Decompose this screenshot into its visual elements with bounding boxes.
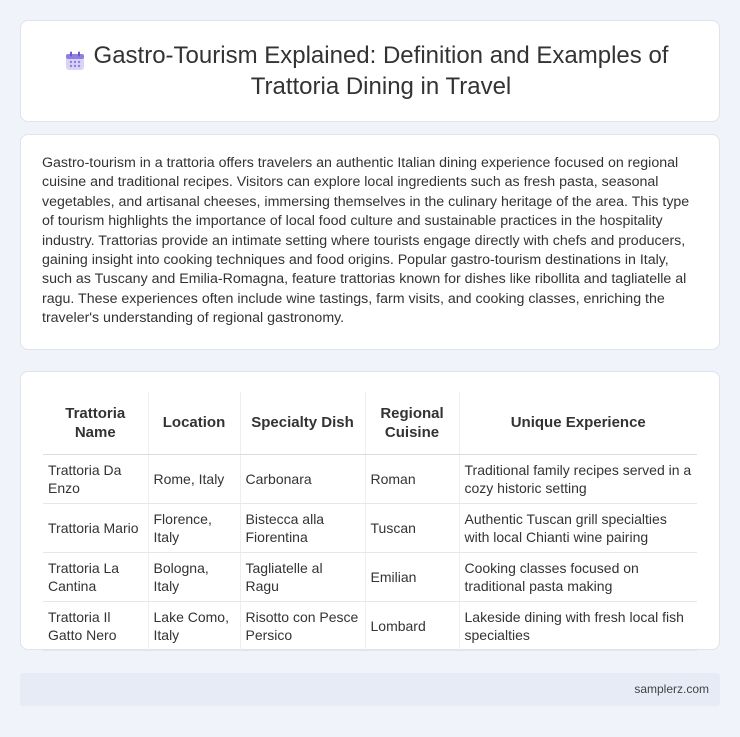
column-header-location: Location <box>148 392 240 454</box>
column-header-specialty: Specialty Dish <box>240 392 365 454</box>
cell-name: Trattoria Da Enzo <box>43 454 148 503</box>
column-header-name: Trattoria Name <box>43 392 148 454</box>
table-card <box>20 371 720 650</box>
table-row <box>43 454 697 503</box>
cell-location: Bologna, Italy <box>148 552 240 601</box>
table-row <box>43 601 697 650</box>
cell-experience: Authentic Tuscan grill specialties with local Chianti wine pairing <box>459 503 697 552</box>
cell-cuisine: Tuscan <box>365 503 459 552</box>
cell-experience: Traditional family recipes served in a cozy historic setting <box>459 454 697 503</box>
cell-location: Florence, Italy <box>148 503 240 552</box>
table-row <box>43 503 697 552</box>
intro-card <box>20 134 720 350</box>
cell-specialty: Tagliatelle al Ragu <box>240 552 365 601</box>
cell-experience: Lakeside dining with fresh local fish specialties <box>459 601 697 650</box>
table-header-row <box>43 392 697 454</box>
cell-location: Lake Como, Italy <box>148 601 240 650</box>
cell-name: Trattoria Il Gatto Nero <box>43 601 148 650</box>
cell-specialty: Bistecca alla Fiorentina <box>240 503 365 552</box>
title-card <box>20 20 720 122</box>
cell-name: Trattoria Mario <box>43 503 148 552</box>
intro-paragraph: Gastro-tourism in a trattoria offers travelers an authentic Italian dining experience focused on regional cuisine and traditional recipes. Visitors can explore local ingredients such as fresh pasta, seasonal vegetables, and artisanal cheeses, immersing themselves in the culinary heritage of the area. This type of tourism highlights the importance of local food culture and sustainable practices in the hospitality industry. Trattorias provide an intimate setting where tourists engage directly with chefs and producers, gaining insight into cooking techniques and food origins. Popular gastro-tourism destinations in Italy, such as Tuscany and Emilia-Romagna, feature trattorias known for dishes like ribollita and tagliatelle al ragu. These experiences often include wine tastings, farm visits, and cooking classes, enriching the traveler's understanding of regional gastronomy. <box>42 155 690 327</box>
table-row <box>43 552 697 601</box>
cell-experience: Cooking classes focused on traditional pasta making <box>459 552 697 601</box>
cell-specialty: Carbonara <box>240 454 365 503</box>
column-header-experience: Unique Experience <box>459 392 697 454</box>
cell-location: Rome, Italy <box>148 454 240 503</box>
page-title: Gastro-Tourism Explained: Definition and Examples of Trattoria Dining in Travel <box>93 42 669 100</box>
column-header-cuisine: Regional Cuisine <box>365 392 459 454</box>
footer-bar <box>20 673 720 706</box>
cell-name: Trattoria La Cantina <box>43 552 148 601</box>
trattoria-table <box>43 392 697 651</box>
cell-cuisine: Lombard <box>365 601 459 650</box>
cell-specialty: Risotto con Pesce Persico <box>240 601 365 650</box>
footer-site-link[interactable]: samplerz.com <box>634 682 709 696</box>
cell-cuisine: Roman <box>365 454 459 503</box>
cell-cuisine: Emilian <box>365 552 459 601</box>
